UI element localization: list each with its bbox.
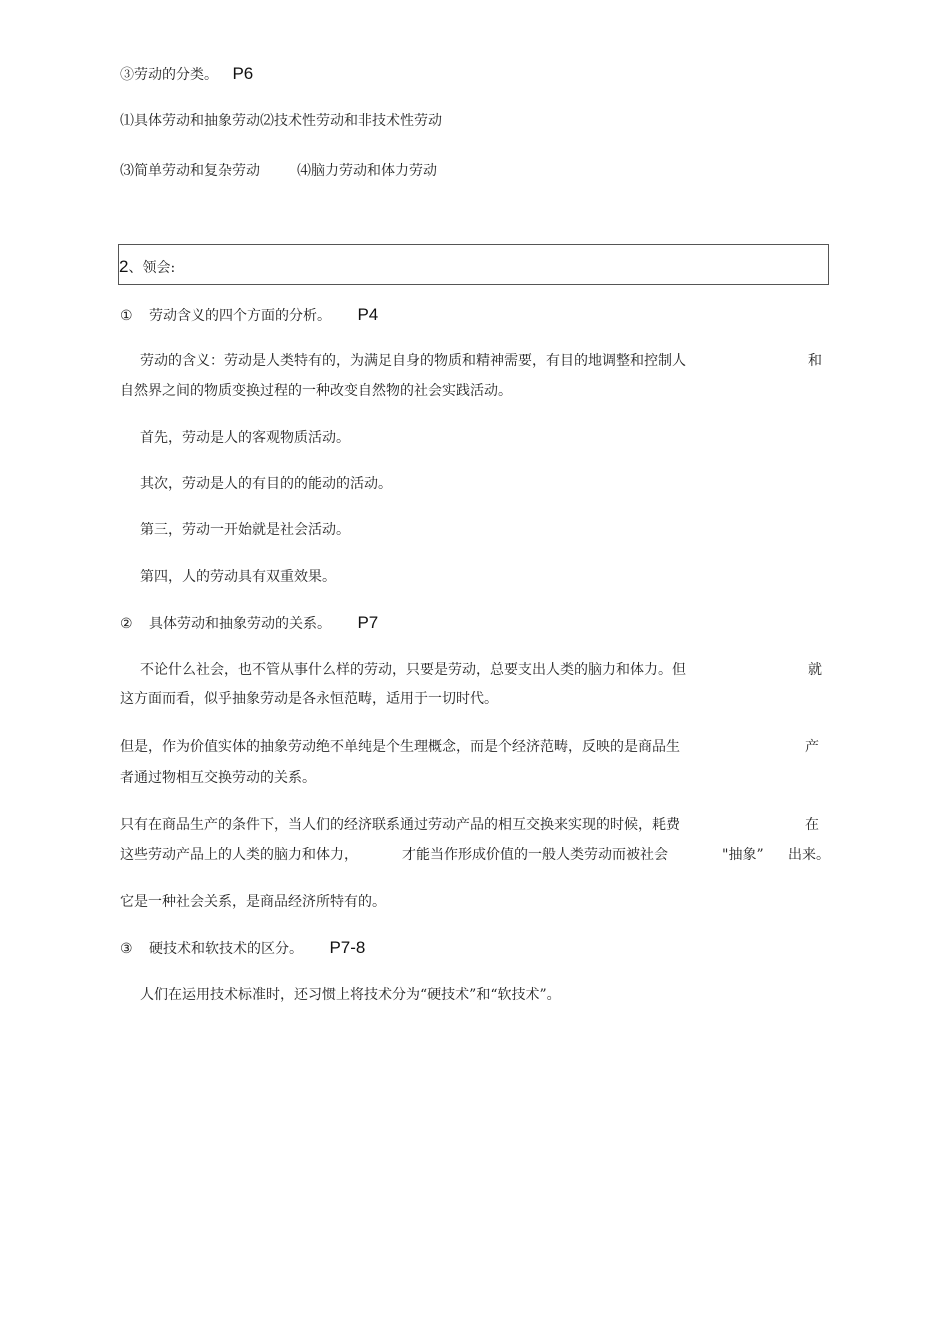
item-2-heading [120, 613, 378, 634]
page-reference: P6 [232, 64, 254, 83]
point-3: 第三，劳动一开始就是社会活动。 [140, 522, 350, 538]
classification-line-1: ⑴具体劳动和抽象劳动⑵技术性劳动和非技术性劳动 [120, 113, 442, 129]
paragraph-c-line-2d: 出来。 [788, 847, 830, 863]
item-3-heading [120, 938, 365, 959]
item-2-title: 具体劳动和抽象劳动的关系。 [149, 616, 332, 632]
definition-line-2: 自然界之间的物质变换过程的一种改变自然物的社会实践活动。 [120, 383, 512, 399]
paragraph-a-line-1: 不论什么社会，也不管从事什么样的劳动，只要是劳动，总要支出人类的脑力和体力。但 [140, 662, 686, 678]
definition-line-1: 劳动的含义：劳动是人类特有的，为满足自身的物质和精神需要，有目的地调整和控制人 [140, 353, 686, 369]
item-1-page-reference: P4 [357, 305, 379, 324]
paragraph-c-line-1: 只有在商品生产的条件下，当人们的经济联系通过劳动产品的相互交换来实现的时候，耗费 [120, 817, 680, 833]
item-3-title: 硬技术和软技术的区分。 [149, 941, 304, 957]
paragraph-a-line-1-end: 就 [808, 662, 822, 678]
point-1: 首先，劳动是人的客观物质活动。 [140, 430, 350, 446]
point-4: 第四，人的劳动具有双重效果。 [140, 569, 336, 585]
paragraph-b-line-1: 但是，作为价值实体的抽象劳动绝不单纯是个生理概念，而是个经济范畴，反映的是商品生 [120, 739, 680, 755]
box-heading-label: 、领会: [128, 260, 176, 276]
classification-line-2b: ⑷脑力劳动和体力劳动 [297, 163, 437, 179]
item-2-page-reference: P7 [357, 613, 379, 632]
paragraph-c-line-2b: 才能当作形成价值的一般人类劳动而被社会 [402, 847, 668, 863]
classification-line-2a: ⑶简单劳动和复杂劳动 [120, 163, 260, 179]
item-1-title: 劳动含义的四个方面的分析。 [149, 308, 332, 324]
section-heading-text: ③劳动的分类。 [120, 67, 218, 83]
paragraph-a-line-2: 这方面而看，似乎抽象劳动是各永恒范畴，适用于一切时代。 [120, 691, 498, 707]
item-2-marker: ② [120, 616, 133, 632]
item-3-marker: ③ [120, 941, 133, 957]
section-box-heading [118, 244, 829, 285]
box-heading-text [119, 257, 175, 278]
definition-line-1-end: 和 [808, 353, 822, 369]
section-heading [120, 64, 253, 85]
item-1-heading [120, 305, 378, 326]
paragraph-c-line-2a: 这些劳动产品上的人类的脑力和体力， [120, 847, 358, 863]
paragraph-c-line-1-end: 在 [805, 817, 819, 833]
paragraph-d-line: 它是一种社会关系，是商品经济所特有的。 [120, 894, 386, 910]
paragraph-b-line-1-end: 产 [805, 739, 819, 755]
point-2: 其次，劳动是人的有目的的能动的活动。 [140, 476, 392, 492]
box-heading-number: 2 [119, 257, 129, 276]
item-3-page-reference: P7-8 [329, 938, 366, 957]
paragraph-b-line-2: 者通过物相互交换劳动的关系。 [120, 770, 316, 786]
item-3-line: 人们在运用技术标准时，还习惯上将技术分为“硬技术”和“软技术”。 [140, 987, 561, 1003]
item-1-marker: ① [120, 308, 133, 324]
paragraph-c-line-2c: "抽象” [722, 847, 764, 863]
